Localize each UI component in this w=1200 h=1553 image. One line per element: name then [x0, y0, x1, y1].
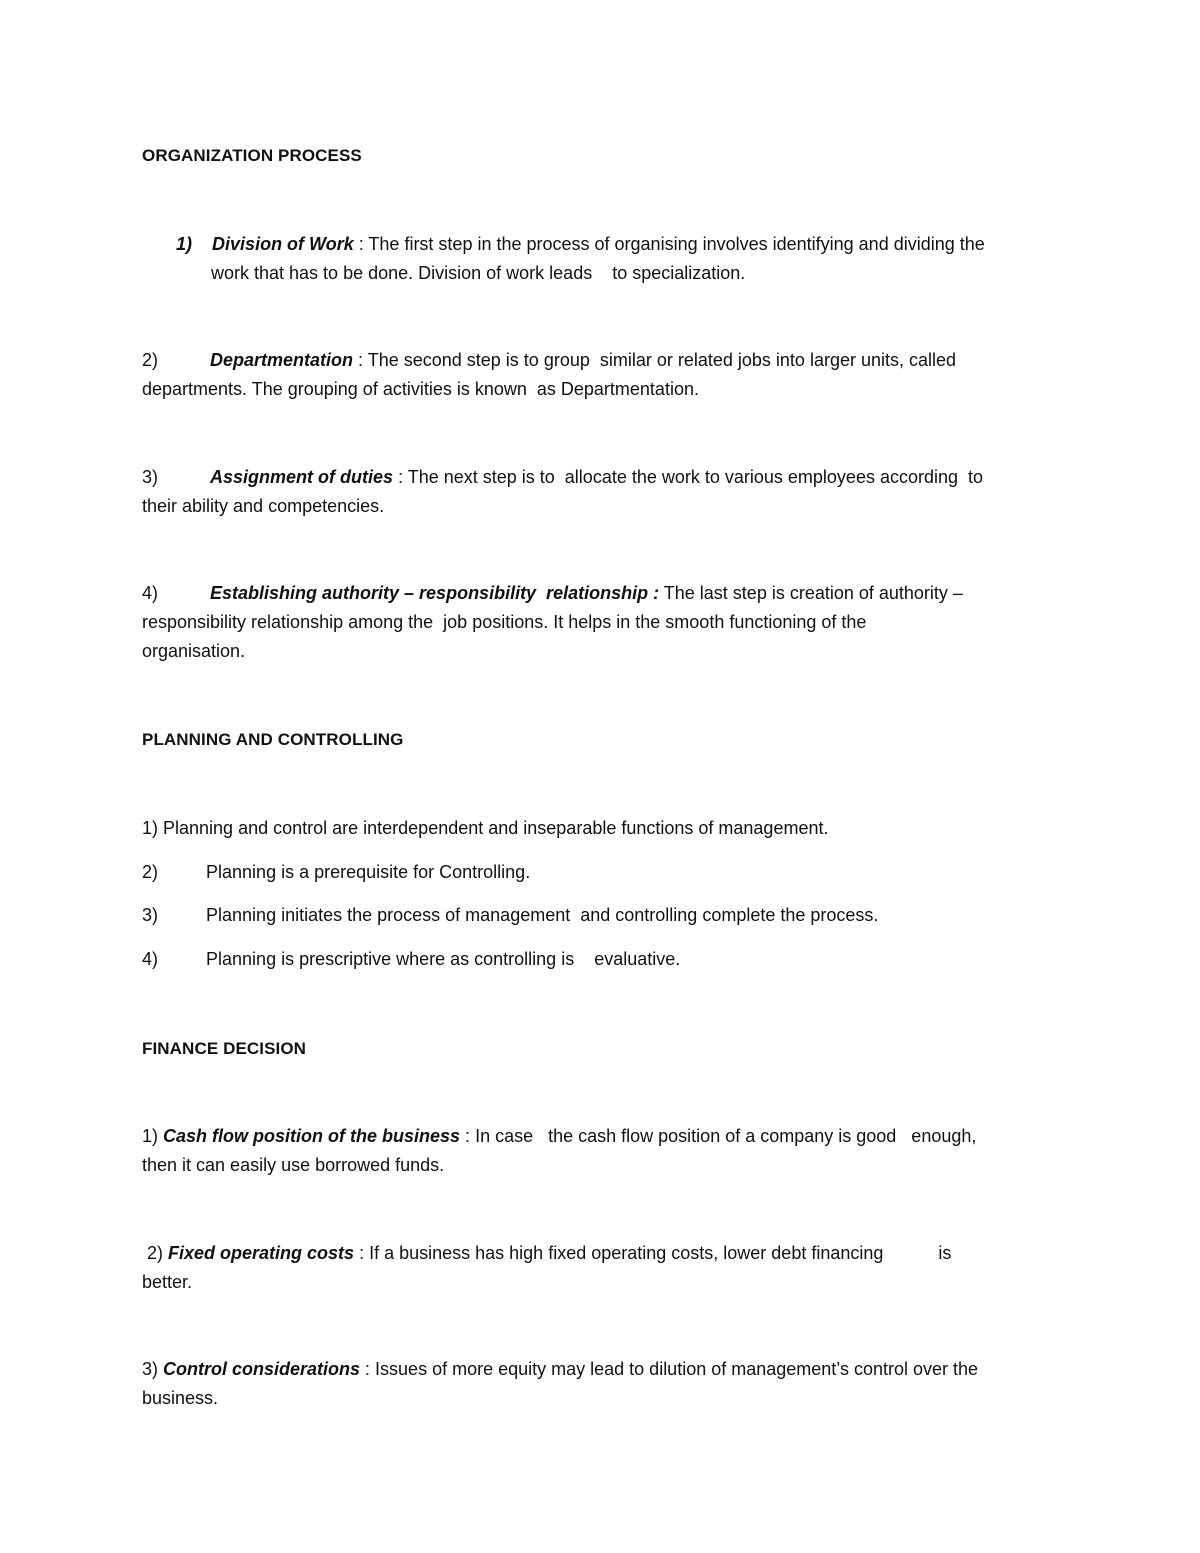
- planning-item-2-text: Planning is a prerequisite for Controlling.: [206, 862, 531, 882]
- org-item-1-text-2: work that has to be done. Division of work leads to specialization.: [211, 263, 746, 283]
- planning-item-2-number: 2): [142, 862, 159, 882]
- planning-item-4-number: 4): [142, 949, 159, 969]
- finance-item-2-term: Fixed operating costs: [168, 1243, 355, 1263]
- planning-item-3-number: 3): [142, 905, 159, 925]
- finance-item-2-text-1: If a business has high fixed operating costs, lower debt financing is: [369, 1243, 952, 1263]
- finance-item-3-term: Control considerations: [163, 1359, 361, 1379]
- finance-item-1-line-1: [142, 1122, 976, 1151]
- org-item-2-number: 2): [142, 350, 159, 370]
- planning-item-2: [142, 858, 530, 887]
- org-item-1-line-1: [176, 230, 985, 259]
- org-item-4-text-3: organisation.: [142, 641, 246, 661]
- org-item-4-line-1: [142, 579, 963, 608]
- org-item-4-number: 4): [142, 583, 159, 603]
- finance-item-3-number: 3): [142, 1359, 164, 1379]
- org-item-3-text-1: The next step is to allocate the work to various employees according to: [407, 467, 984, 487]
- finance-item-1-separator: :: [460, 1126, 476, 1146]
- finance-item-3-text-2: business.: [142, 1388, 219, 1408]
- org-item-3-separator: :: [393, 467, 408, 487]
- finance-item-1-text-1: In case the cash flow position of a company is good enough,: [475, 1126, 977, 1146]
- planning-item-3-text: Planning initiates the process of management and controlling complete the process.: [206, 905, 879, 925]
- org-item-3-number: 3): [142, 467, 159, 487]
- finance-item-3-line-1: [142, 1355, 978, 1384]
- org-item-2-separator: :: [353, 350, 368, 370]
- finance-item-2-separator: :: [354, 1243, 370, 1263]
- org-item-3-term: Assignment of duties: [210, 467, 394, 487]
- org-item-2-term: Departmentation: [210, 350, 354, 370]
- finance-item-3-separator: :: [360, 1359, 376, 1379]
- planning-item-4: [142, 945, 680, 974]
- org-item-4-text-1: The last step is creation of authority –: [663, 583, 963, 603]
- planning-item-4-text: Planning is prescriptive where as controlling is evaluative.: [206, 949, 681, 969]
- org-item-1-number: 1): [176, 234, 193, 254]
- planning-item-3: [142, 901, 878, 930]
- section-heading-planning: PLANNING AND CONTROLLING: [142, 730, 404, 749]
- section-heading-finance: FINANCE DECISION: [142, 1039, 307, 1058]
- finance-item-2-line-1: [142, 1239, 951, 1268]
- section-heading-organization: ORGANIZATION PROCESS: [142, 146, 362, 165]
- finance-item-2-text-2: better.: [142, 1272, 193, 1292]
- org-item-3-line-1: [142, 463, 983, 492]
- finance-item-1-term: Cash flow position of the business: [163, 1126, 461, 1146]
- org-item-1-separator: :: [353, 234, 369, 254]
- org-item-2-text-1: The second step is to group similar or related jobs into larger units, called: [367, 350, 957, 370]
- org-item-1-text-1: The first step in the process of organising involves identifying and dividing the: [368, 234, 985, 254]
- org-item-3-text-2: their ability and competencies.: [142, 496, 385, 516]
- org-item-2-text-2: departments. The grouping of activities is known as Departmentation.: [142, 379, 699, 399]
- org-item-1-term: Division of Work: [212, 234, 354, 254]
- finance-item-1-number: 1): [142, 1126, 164, 1146]
- finance-item-1-text-2: then it can easily use borrowed funds.: [142, 1155, 445, 1175]
- finance-item-2-number: 2): [142, 1243, 169, 1263]
- org-item-4-term: Establishing authority – responsibility relationship :: [210, 583, 660, 603]
- org-item-4-text-2: responsibility relationship among the job positions. It helps in the smooth functioning of the: [142, 612, 867, 632]
- finance-item-3-text-1: Issues of more equity may lead to dilution of management’s control over the: [375, 1359, 979, 1379]
- org-item-2-line-1: [142, 346, 956, 375]
- planning-item-1: 1) Planning and control are interdependent and inseparable functions of management.: [142, 818, 829, 838]
